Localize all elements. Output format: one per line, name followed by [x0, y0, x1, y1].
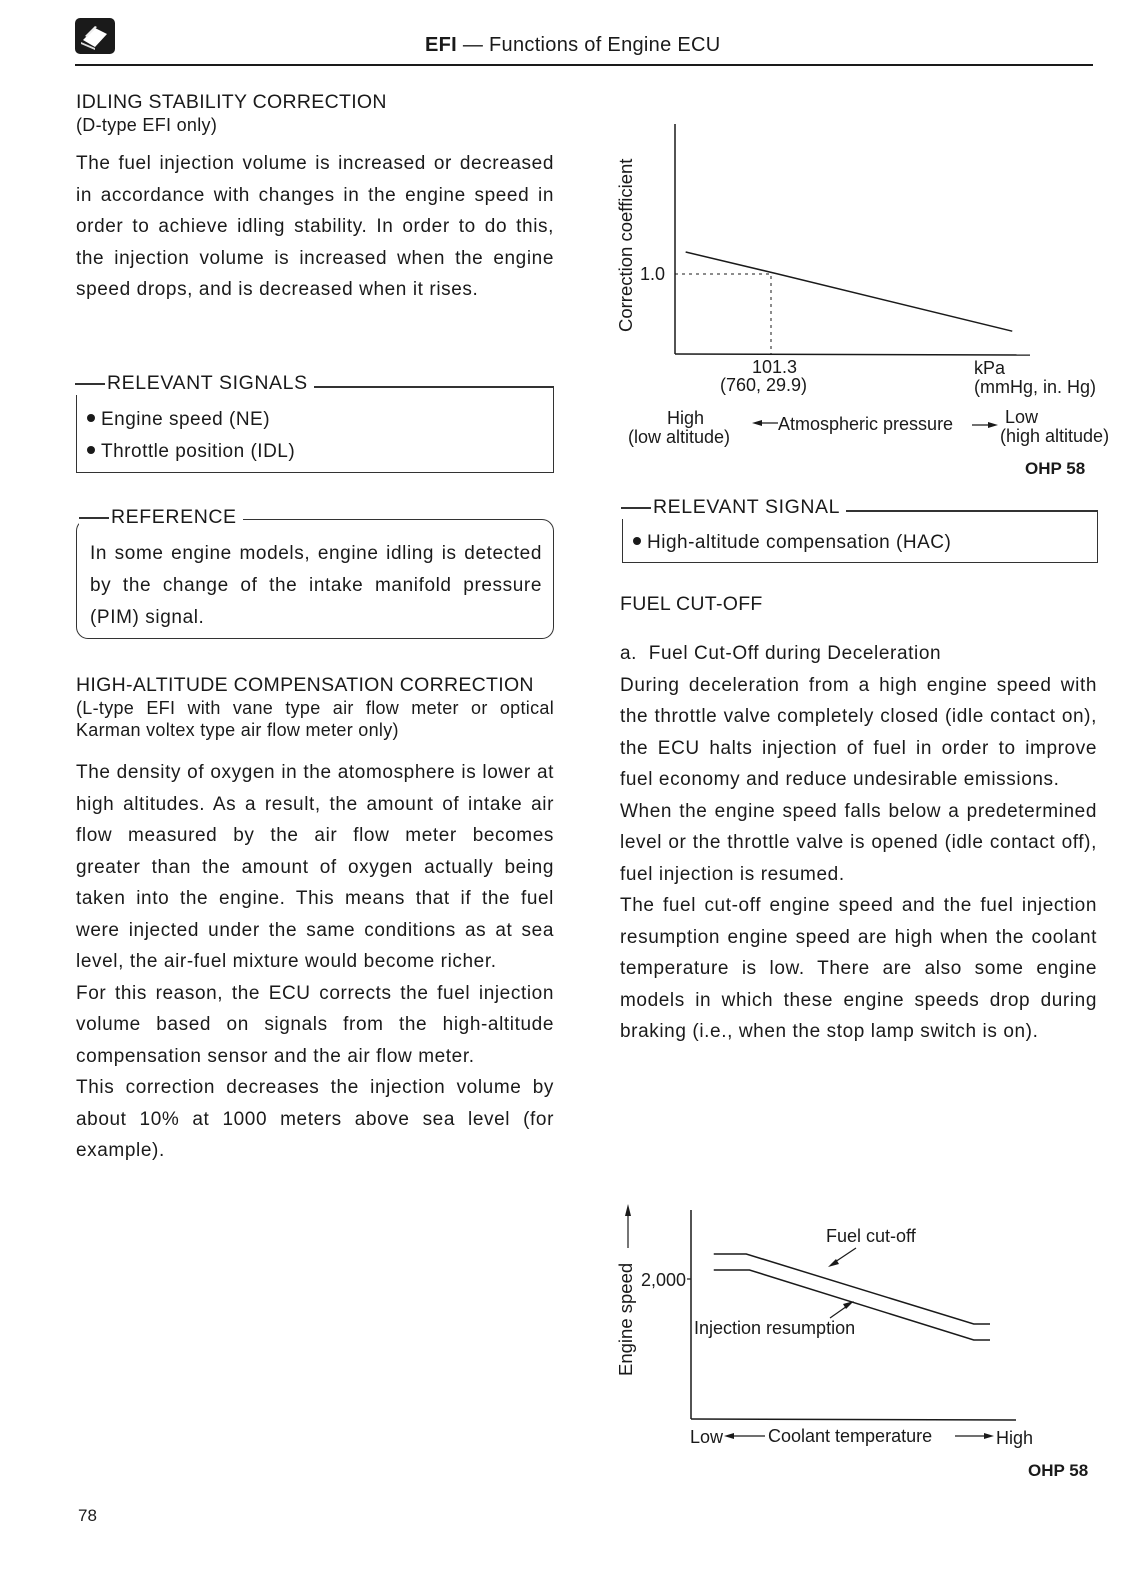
header-title-bold: EFI	[425, 34, 458, 56]
signal-item: Engine speed (NE)	[87, 404, 295, 436]
relevant-signal-box	[622, 496, 1098, 563]
up-arrow-icon	[625, 1204, 631, 1248]
x-unit: kPa	[974, 358, 1006, 378]
page-number: 78	[78, 1506, 97, 1525]
paragraph: The fuel injection volume is increased or decreased in accordance with changes in the engine speed in order to achieve idling stability. In order to do this, the injection volume is increased when the engine speed drops, and is decreased when it rises.	[76, 153, 554, 300]
header-title-rest: — Functions of Engine ECU	[457, 34, 721, 56]
section-subheading: (L-type EFI with vane type air flow meter or optical Karman voltex type air flow meter only)	[76, 698, 554, 740]
y-tick-label: 2,000	[641, 1270, 687, 1290]
bullet-icon	[87, 414, 95, 422]
pointer-arrow-icon	[830, 1301, 854, 1318]
figure-caption: OHP 58	[1028, 1461, 1089, 1480]
left-arrow-icon	[724, 1433, 765, 1439]
series-line-fuel-cut-off	[714, 1254, 990, 1324]
paragraph: When the engine speed falls below a predetermined level or the throttle valve is opened (idle contact off), fuel injection is resumed.	[620, 800, 1097, 885]
page-header-title	[425, 34, 721, 57]
section-heading: HIGH-ALTITUDE COMPENSATION CORRECTION	[76, 674, 534, 696]
pointer-arrow-icon	[828, 1248, 856, 1267]
x-axis	[691, 1419, 1016, 1420]
paragraph: The fuel cut-off engine speed and the fuel injection resumption engine speed are high when the coolant temperature is low. There are also some engine models in which these engine speeds drop during braking (i.e., when the stop lamp switch is on).	[620, 895, 1097, 1042]
y-axis-label: Engine speed	[615, 1262, 636, 1376]
right-arrow-icon	[972, 422, 998, 428]
signal-item: High-altitude compensation (HAC)	[633, 527, 951, 559]
relevant-signals-box	[76, 372, 554, 473]
section-heading: IDLING STABILITY CORRECTION	[76, 91, 387, 113]
x-left-label: High	[667, 408, 705, 428]
x-axis-label: Atmospheric pressure	[778, 414, 954, 434]
series-line-correction-coefficient	[686, 252, 1013, 331]
box-title: RELEVANT SIGNAL	[621, 496, 846, 519]
engine-speed-chart	[600, 1190, 1126, 1480]
x-left-sublabel: (low altitude)	[628, 427, 731, 447]
paragraph: The density of oxygen in the atomosphere is lower at high altitudes. As a result, the amount of intake air flow measured by the air flow meter becomes greater than the amount of oxygen actually being taken into the engine. This means that if the fuel were injected under the same conditions as at sea level, the air-fuel mixture would become richer.	[76, 762, 554, 972]
correction-coefficient-chart	[600, 110, 1126, 490]
section-subheading: a. Fuel Cut-Off during Deceleration	[620, 643, 942, 664]
reference-box	[76, 506, 554, 639]
idling-section	[76, 90, 554, 306]
reference-text: In some engine models, engine idling is detected by the change of the intake manifold pressure (PIM) signal.	[90, 543, 542, 628]
box-title: RELEVANT SIGNALS	[75, 372, 314, 395]
y-tick-label: 1.0	[640, 264, 666, 284]
bullet-icon	[87, 446, 95, 454]
paragraph: During deceleration from a high engine speed with the throttle valve completely closed (idle contact on), the ECU halts injection of fuel in order to improve fuel economy and reduce undesirable emissions.	[620, 674, 1097, 790]
x-axis	[675, 354, 1030, 355]
fuel-cutoff-section	[620, 592, 1097, 1048]
series-label-fuel-cut-off: Fuel cut-off	[826, 1226, 916, 1246]
paragraph: This correction decreases the injection volume by about 10% at 1000 meters above sea level (for example).	[76, 1077, 554, 1161]
section-heading: FUEL CUT-OFF	[620, 593, 763, 615]
x-unit-sub: (mmHg, in. Hg)	[974, 377, 1097, 397]
section-subheading: (D-type EFI only)	[76, 115, 218, 135]
high-altitude-section	[76, 673, 554, 1167]
book-icon	[75, 18, 115, 54]
header-divider	[75, 64, 1093, 66]
bullet-icon	[633, 537, 641, 545]
x-tick-label: 101.3	[752, 357, 798, 377]
x-tick-sublabel: (760, 29.9)	[720, 375, 808, 395]
paragraph: For this reason, the ECU corrects the fuel injection volume based on signals from the high-altitude compensation sensor and the air flow meter.	[76, 982, 554, 1067]
x-right-label: High	[996, 1428, 1034, 1448]
x-axis-label: Coolant temperature	[768, 1426, 933, 1446]
x-left-label: Low	[690, 1427, 724, 1447]
figure-caption: OHP 58	[1025, 459, 1086, 478]
signal-item: Throttle position (IDL)	[87, 436, 295, 468]
x-right-sublabel: (high altitude)	[1000, 426, 1110, 446]
box-title: REFERENCE	[79, 506, 243, 529]
y-axis-label: Correction coefficient	[615, 158, 636, 332]
right-arrow-icon	[955, 1433, 994, 1439]
x-right-label: Low	[1005, 407, 1039, 427]
series-label-injection-resumption: Injection resumption	[694, 1318, 856, 1338]
left-arrow-icon	[752, 420, 778, 426]
